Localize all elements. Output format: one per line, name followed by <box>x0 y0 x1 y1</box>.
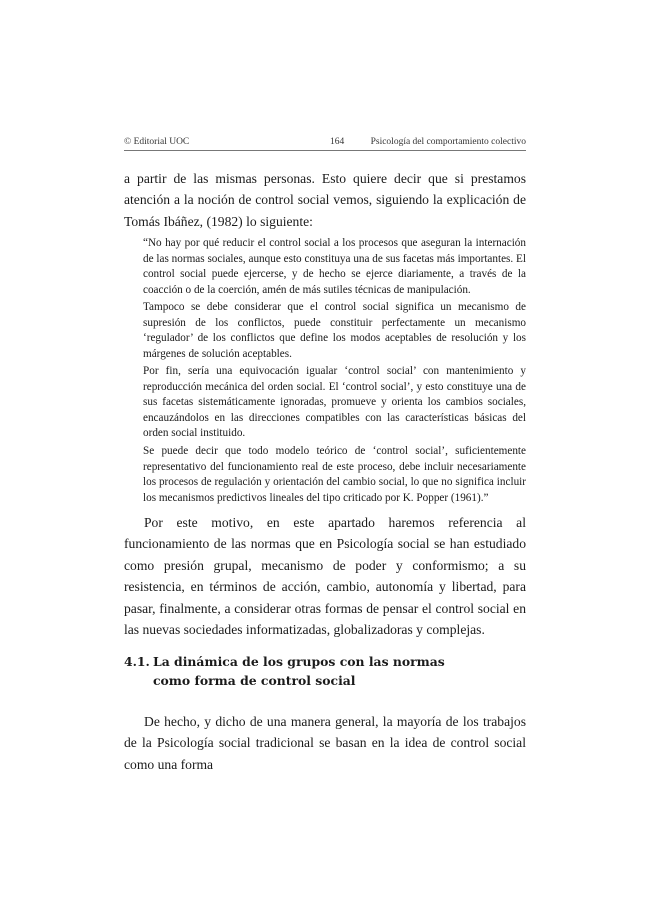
book-title: Psicología del comportamiento colectivo <box>370 137 526 147</box>
quote-paragraph-1: “No hay por qué reducir el control social a los procesos que aseguran la internación de las normas sociales, aunque esto constituya una de sus facetas más importantes. El control social puede ejercerse, y de hecho se ejerce diariamente, a través de la coacción o de la coerción, amén de más sutiles técnicas de manipulación. <box>143 237 526 296</box>
section-title-line1: La dinámica de los grupos con las normas <box>153 654 445 669</box>
quote-paragraph-4: Se puede decir que todo modelo teórico de ‘control social’, suficientemente representativo del funcionamiento real de este proceso, debe incluir necesariamente los procesos de regulación y orientación del cambio social, lo que no significa incluir los mecanismos predictivos lineales del tipo criticado por K. Popper (1961).” <box>143 445 526 504</box>
page-number: 164 <box>330 137 345 147</box>
quote-paragraph-3: Por fin, sería una equivocación igualar ‘control social’ con mantenimiento y reproducción mecánica del orden social. El ‘control social’, y esto constituye una de sus facetas sistemáticamente ignoradas, promueve y orienta los cambios sociales, encauzándolos en las direcciones compatibles con las características básicas del orden social instituido. <box>143 365 526 440</box>
section-heading <box>124 652 526 690</box>
quote-paragraph-2: Tampoco se debe considerar que el control social significa un mecanismo de supresión de los conflictos, puede constituir perfectamente un mecanismo ‘regulador’ de los conflictos que define los modos aceptables de resolución y los márgenes de solución aceptables. <box>143 301 526 360</box>
section-number: 4.1. <box>124 654 150 669</box>
page-header <box>124 137 526 149</box>
header-divider <box>124 150 526 151</box>
closing-paragraph: De hecho, y dicho de una manera general, la mayoría de los trabajos de la Psicología social tradicional se basan en la idea de control social como una forma <box>124 714 526 772</box>
motive-paragraph: Por este motivo, en este apartado haremos referencia al funcionamiento de las normas que en Psicología social se han estudiado como presión grupal, mecanismo de poder y conformismo; a su resistencia, en términos de acción, cambio, autonomía y libertad, para pasar, finalmente, a considerar otras formas de pensar el control social en las nuevas sociedades informatizadas, globalizadoras y complejas. <box>124 515 526 638</box>
publisher-label: © Editorial UOC <box>124 137 190 147</box>
section-title-line2: como forma de control social <box>153 673 356 688</box>
intro-paragraph: a partir de las mismas personas. Esto quiere decir que si prestamos atención a la noción de control social vemos, siguiendo la explicación de Tomás Ibáñez, (1982) lo siguiente: <box>124 171 526 229</box>
